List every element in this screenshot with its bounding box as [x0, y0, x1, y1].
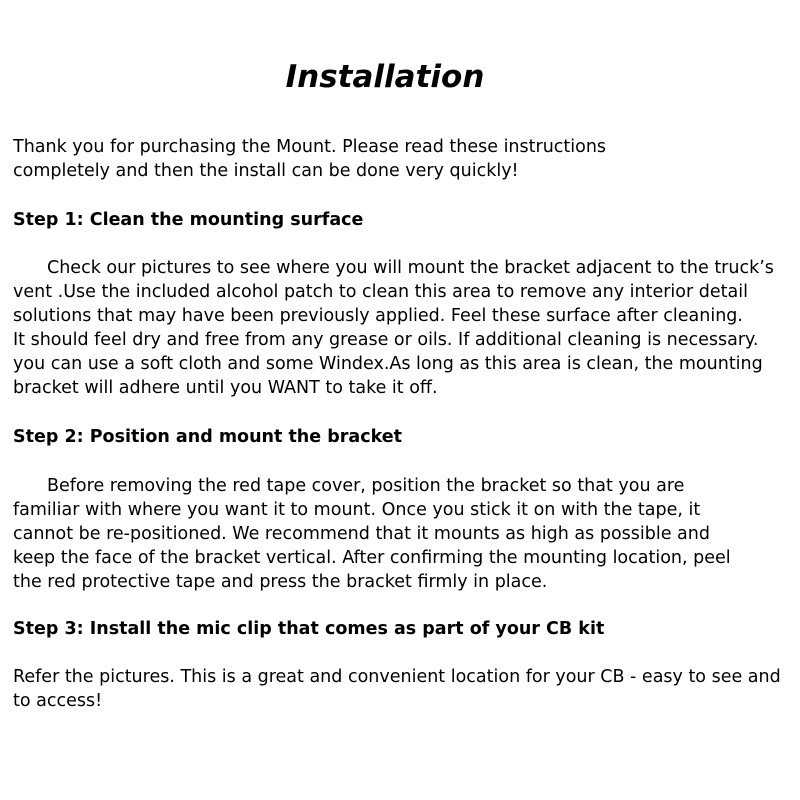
step2-paragraph [13, 474, 793, 594]
step3-line: to access! [13, 691, 103, 711]
step1-line: vent .Use the included alcohol patch to clean this area to remove any interior detail [13, 282, 748, 302]
page-title: Installation [285, 59, 485, 95]
step1-line: bracket will adhere until you WANT to take it off. [13, 378, 438, 398]
step1-heading: Step 1: Clean the mounting surface [13, 210, 364, 230]
step1-line: Check our pictures to see where you will mount the bracket adjacent to the truck’s [47, 258, 774, 278]
intro-line: Thank you for purchasing the Mount. Please read these instructions [13, 137, 607, 157]
step2-line: familiar with where you want it to mount. Once you stick it on with the tape, it [13, 500, 701, 520]
intro-paragraph [13, 135, 793, 183]
intro-line: completely and then the install can be done very quickly! [13, 161, 519, 181]
step3-line: Refer the pictures. This is a great and convenient location for your CB - easy to see and [13, 667, 781, 687]
step1-line: you can use a soft cloth and some Windex.As long as this area is clean, the mounting [13, 354, 763, 374]
step1-line: solutions that may have been previously applied. Feel these surface after cleaning. [13, 306, 743, 326]
step2-line: Before removing the red tape cover, position the bracket so that you are [47, 476, 685, 496]
step3-heading: Step 3: Install the mic clip that comes as part of your CB kit [13, 619, 605, 639]
step2-line: the red protective tape and press the bracket firmly in place. [13, 572, 548, 592]
step3-paragraph [13, 665, 793, 713]
step2-line: cannot be re-positioned. We recommend that it mounts as high as possible and [13, 524, 710, 544]
step2-line: keep the face of the bracket vertical. After confirming the mounting location, peel [13, 548, 731, 568]
step1-line: It should feel dry and free from any grease or oils. If additional cleaning is necessary. [13, 330, 759, 350]
step1-paragraph [13, 256, 793, 400]
step2-heading: Step 2: Position and mount the bracket [13, 427, 402, 447]
